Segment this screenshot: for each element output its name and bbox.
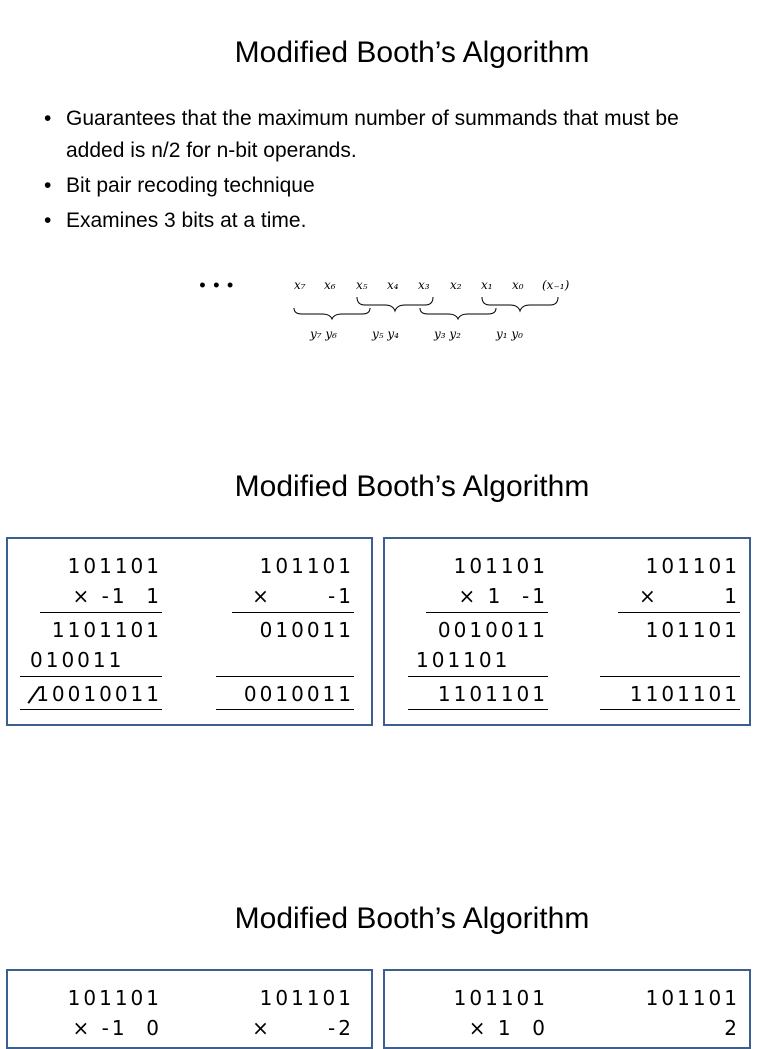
partial-product: 010011 bbox=[30, 648, 125, 672]
partial-product: 101101 bbox=[645, 618, 740, 642]
discarded-carry: 1 bbox=[36, 679, 52, 709]
partial-product: 010011 bbox=[259, 618, 354, 642]
bit-pair-figure bbox=[190, 268, 590, 348]
lower-brace bbox=[294, 308, 370, 319]
multiplicand: 101101 bbox=[259, 986, 354, 1010]
calc-left-2 bbox=[216, 551, 354, 710]
x-label: x₁ bbox=[481, 278, 493, 292]
x-label: (x₋₁) bbox=[542, 278, 570, 292]
multiplicand: 101101 bbox=[67, 986, 162, 1010]
bullet-list bbox=[44, 103, 684, 240]
x-label: x₃ bbox=[418, 278, 430, 292]
x-label: x₀ bbox=[512, 278, 524, 292]
y-label: y₁ y₀ bbox=[496, 327, 523, 341]
result: 0010011 bbox=[216, 679, 354, 710]
x-label: x₅ bbox=[356, 278, 368, 292]
slide3-title: Modified Booth’s Algorithm bbox=[234, 902, 590, 935]
calc-right-2 bbox=[600, 983, 740, 1043]
calc-right-1 bbox=[408, 983, 548, 1043]
multiplier: × -1 1 bbox=[72, 584, 162, 608]
upper-brace bbox=[482, 297, 558, 311]
calc-left-2 bbox=[216, 983, 354, 1043]
multiplier: 2 bbox=[724, 1016, 740, 1040]
lower-brace bbox=[420, 308, 496, 319]
calc-right-1 bbox=[408, 551, 548, 710]
partial-product: 0010011 bbox=[437, 618, 548, 642]
multiplier: × -1 bbox=[252, 584, 354, 608]
y-label: y₅ y₄ bbox=[372, 327, 399, 341]
bullet-item: • Guarantees that the maximum number of summands that must be added is n/2 for n-bit operands. bbox=[44, 103, 684, 167]
slide1-title: Modified Booth’s Algorithm bbox=[234, 36, 590, 69]
multiplicand: 101101 bbox=[67, 554, 162, 578]
upper-brace bbox=[357, 297, 433, 311]
calc-left-1 bbox=[20, 551, 162, 710]
x-label: x₆ bbox=[324, 278, 336, 292]
y-label: y₇ y₆ bbox=[310, 327, 337, 341]
x-label: x₇ bbox=[294, 278, 306, 292]
figure-dots: • • • bbox=[198, 278, 235, 294]
x-label: x₂ bbox=[450, 278, 462, 292]
result-value: 0010011 bbox=[51, 682, 162, 706]
multiplicand: 101101 bbox=[259, 554, 354, 578]
partial-product: 1101101 bbox=[51, 618, 162, 642]
slide2-title: Modified Booth’s Algorithm bbox=[234, 470, 590, 503]
calc-left-1 bbox=[20, 983, 162, 1043]
multiplier: × 1 -1 bbox=[458, 584, 548, 608]
multiplier: × 1 0 bbox=[468, 1016, 548, 1040]
multiplier: × 1 bbox=[639, 584, 740, 608]
multiplier: × -1 0 bbox=[72, 1016, 162, 1040]
multiplicand: 101101 bbox=[453, 986, 548, 1010]
result bbox=[20, 679, 162, 710]
partial-product: 101101 bbox=[416, 648, 511, 672]
calc-right-2 bbox=[600, 551, 740, 710]
multiplicand: 101101 bbox=[645, 554, 740, 578]
result: 1101101 bbox=[600, 679, 740, 710]
y-label: y₃ y₂ bbox=[434, 327, 461, 341]
multiplicand: 101101 bbox=[645, 986, 740, 1010]
multiplicand: 101101 bbox=[453, 554, 548, 578]
bullet-item: • Bit pair recoding technique bbox=[44, 170, 684, 202]
multiplier: × -2 bbox=[252, 1016, 354, 1040]
x-label: x₄ bbox=[387, 278, 399, 292]
bullet-item: • Examines 3 bits at a time. bbox=[44, 205, 684, 237]
result: 1101101 bbox=[408, 679, 548, 710]
